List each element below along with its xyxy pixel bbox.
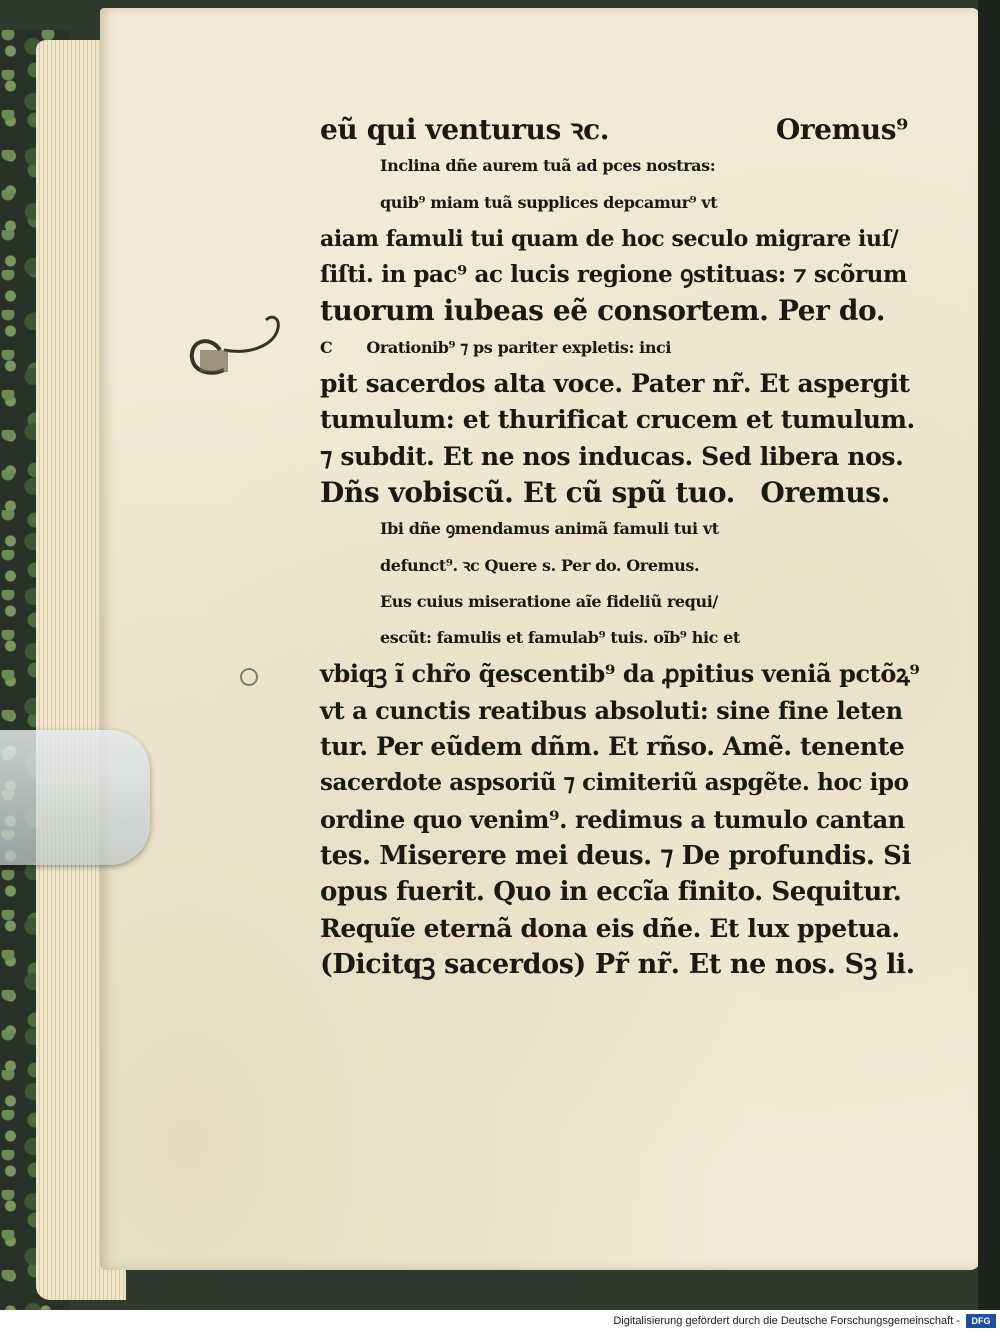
initial-guide-mark	[180, 310, 290, 390]
text-line	[320, 475, 920, 511]
text-line-content: Orationib⁹ ⁊ ps pariter expletis: inci	[366, 337, 672, 357]
text-line: opus fuerit. Quo in eccĩa finito. Sequitur.	[320, 877, 902, 908]
text-line: aiam famuli tui quam de hoc seculo migrare iuſ/	[320, 225, 899, 252]
text-line: tur. Per eũdem dñm. Et rñso. Amẽ. tenente	[320, 732, 905, 762]
page-clip	[0, 730, 150, 865]
footer-bar	[0, 1310, 1000, 1333]
text-line: Ibi dñe ꝯmendamus animã famuli tui vt	[380, 519, 719, 539]
text-line: tes. Miserere mei deus. ⁊ De profundis. Si	[320, 840, 911, 871]
text-line: tumulum: et thurificat crucem et tumulum.	[320, 405, 915, 435]
right-edge	[978, 0, 1000, 1310]
text-line: Requĩe eternã dona eis dñe. Et lux ppetua.	[320, 913, 900, 943]
text-line: (Dicitqꝫ sacerdos) Pr̃ nr̃. Et ne nos. Sꝫ li.	[320, 948, 915, 980]
text-line: defunct⁹. ꝛc Quere s. Per do. Oremus.	[380, 555, 700, 575]
text-line: vbiqꝫ ĩ chr̃o q̃escentib⁹ da ꝓpitius veniã pctõꝝ⁹	[320, 659, 920, 689]
text-line: pit sacerdos alta voce. Pater nr̃. Et aspergit	[320, 369, 910, 399]
text-line: sacerdote aspsoriũ ⁊ cimiteriũ aspgẽte. hoc ipo	[320, 769, 909, 797]
text-line: vt a cunctis reatibus absoluti: sine fine leten	[320, 695, 903, 725]
line-tail: Oremus.	[760, 475, 890, 509]
text-line-content: eũ qui venturus ꝛc.	[320, 113, 610, 146]
text-line: Eus cuius miseratione aĩe fideliũ requi/	[380, 591, 718, 611]
paragraph-mark: C	[320, 337, 333, 357]
text-line: quib⁹ miam tuã supplices depcamur⁹ vt	[380, 192, 718, 212]
page-stain	[240, 668, 258, 686]
text-line: ⁊ subdit. Et ne nos inducas. Sed libera nos.	[320, 441, 904, 471]
text-line: Inclina dñe aurem tuã ad pces nostras:	[380, 156, 716, 176]
footer-credit: Digitalisierung gefördert durch die Deutsche Forschungsgemeinschaft -	[613, 1315, 960, 1327]
text-line: ſiſti. in pac⁹ ac lucis regione ꝯstituas: ⁊ scõrum	[320, 261, 907, 289]
text-line: ordine quo venim⁹. redimus a tumulo cantan	[320, 804, 905, 834]
dfg-logo: DFG	[966, 1314, 996, 1328]
text-line	[320, 112, 920, 148]
text-line: tuorum iubeas eẽ consortem. Per do.	[320, 294, 886, 328]
text-line	[320, 330, 920, 366]
text-line-content: Dñs vobiscũ. Et cũ spũ tuo.	[320, 475, 736, 509]
line-tail: Oremus⁹	[775, 113, 908, 146]
text-line: escũt: famulis et famulab⁹ tuis. oĩb⁹ hic et	[380, 628, 740, 648]
page-text	[320, 112, 920, 983]
